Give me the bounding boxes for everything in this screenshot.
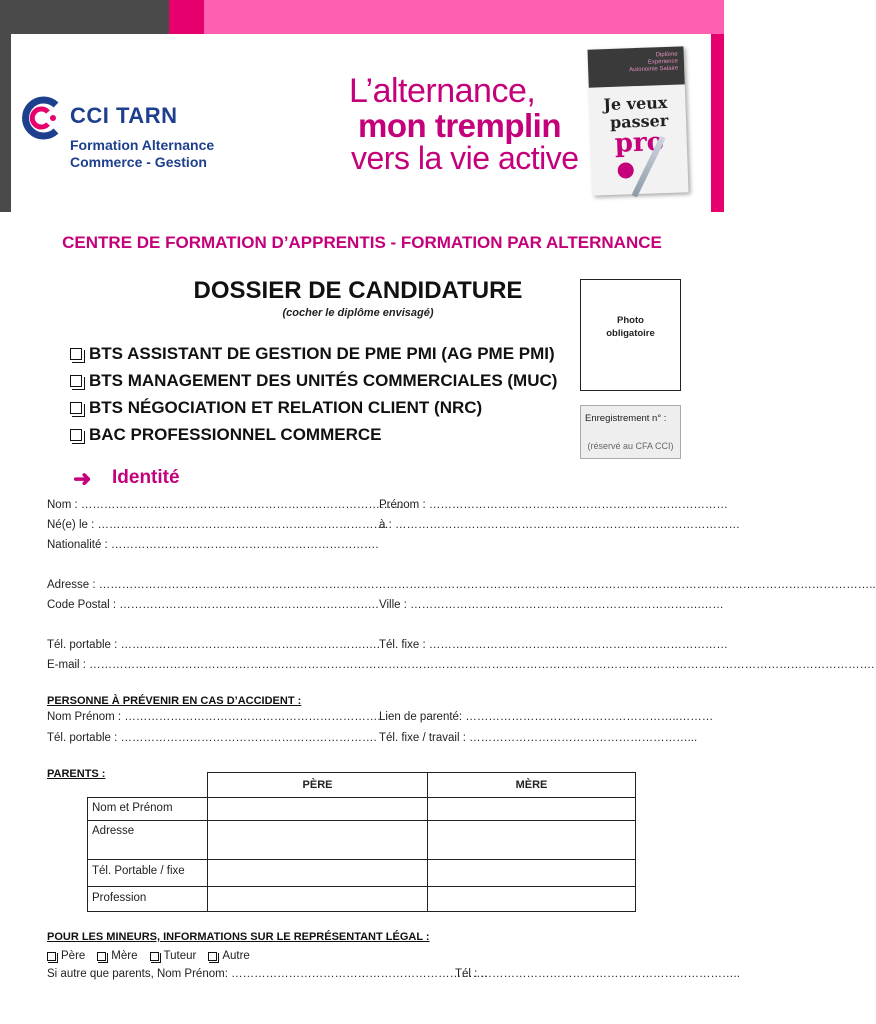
promo-card-line1: Je veux xyxy=(603,92,668,115)
logo-subtitle-line1: Formation Alternance xyxy=(70,137,215,153)
field-accident-lien[interactable]: Lien de parenté: ………………………………………………..……… xyxy=(379,711,714,723)
logo-subtitle-line2: Commerce - Gestion xyxy=(70,154,207,170)
promo-card xyxy=(587,46,688,195)
row-label: Profession xyxy=(88,887,208,912)
photo-label xyxy=(581,314,680,340)
cell-pere-profession[interactable] xyxy=(208,887,428,912)
header-band-dark xyxy=(0,0,169,34)
table-header-row xyxy=(88,773,636,798)
diploma-label: BAC PROFESSIONNEL COMMERCE xyxy=(89,425,382,444)
diploma-label: BTS MANAGEMENT DES UNITÉS COMMERCIALES (MUC) xyxy=(89,371,558,390)
page-title: DOSSIER DE CANDIDATURE xyxy=(193,277,523,304)
field-accident-tel-portable[interactable]: Tél. portable : …………………………………………………………. xyxy=(47,732,377,744)
checkbox-icon[interactable] xyxy=(97,952,106,961)
field-tel-portable[interactable]: Tél. portable : ……………………………………………………….…. xyxy=(47,639,380,651)
checkbox-icon[interactable] xyxy=(70,402,82,414)
field-nationalite[interactable]: Nationalité : ……………………………………………………………. xyxy=(47,539,379,551)
diploma-option-muc[interactable] xyxy=(70,371,557,391)
arrow-right-icon: ➜ xyxy=(73,466,92,491)
slogan-line2: mon tremplin xyxy=(358,107,562,144)
page-subtitle: CENTRE DE FORMATION D’APPRENTIS - FORMATION PAR ALTERNANCE xyxy=(62,233,662,252)
diploma-label: BTS ASSISTANT DE GESTION DE PME PMI (AG PME PMI) xyxy=(89,344,555,363)
registration-box xyxy=(580,405,681,459)
option-mere[interactable] xyxy=(97,950,137,962)
section-heading-parents: PARENTS : xyxy=(47,768,106,780)
table-row xyxy=(88,887,636,912)
section-heading-legal: POUR LES MINEURS, INFORMATIONS SUR LE REPRÉSENTANT LÉGAL : xyxy=(47,931,430,943)
option-label: Père xyxy=(61,950,86,962)
field-code-postal[interactable]: Code Postal : ……………………………………………………….…. xyxy=(47,599,379,611)
option-autre[interactable] xyxy=(208,950,250,962)
promo-card-line2: passer xyxy=(609,110,669,132)
table-row xyxy=(88,860,636,887)
checkbox-icon[interactable] xyxy=(70,375,82,387)
field-ville[interactable]: Ville : ………………………………………………………………….…… xyxy=(379,599,724,611)
option-label: Autre xyxy=(222,950,250,962)
field-legal-autre-tel[interactable]: Tél : ………………………………………………………….. xyxy=(455,968,740,980)
table-row xyxy=(88,821,636,860)
section-heading-identite: Identité xyxy=(112,467,180,488)
field-nom[interactable]: Nom : ………………………………………………………………………… xyxy=(47,499,403,511)
photo-label-line1: Photo xyxy=(617,315,644,326)
diploma-option-agpme[interactable] xyxy=(70,344,555,364)
slogan-line1: L’alternance, xyxy=(349,72,536,110)
field-prenom[interactable]: Prénom : …………………………………………………………………… xyxy=(379,499,728,511)
option-tuteur[interactable] xyxy=(150,950,197,962)
cell-mere-nom[interactable] xyxy=(428,798,636,821)
registration-note: (réservé au CFA CCI) xyxy=(587,441,674,451)
field-accident-tel-fixe[interactable]: Tél. fixe / travail : …………………………………………………... xyxy=(379,732,698,744)
check-icon xyxy=(617,162,634,179)
parents-table xyxy=(87,772,636,912)
row-label: Adresse xyxy=(88,821,208,860)
field-lieu-naissance[interactable]: à : ……………………………………………………………………………… xyxy=(379,519,740,531)
logo-name: CCI TARN xyxy=(70,103,178,128)
checkbox-icon[interactable] xyxy=(47,952,56,961)
field-tel-fixe[interactable]: Tél. fixe : …………………………………………………………………… xyxy=(379,639,728,651)
promo-card-header xyxy=(587,46,684,87)
field-email[interactable]: E-mail : ……………………………………………………………………………………………………………………………………………………………………………………. xyxy=(47,659,875,671)
slogan-line3: vers la vie active xyxy=(351,140,579,176)
column-header-pere: PÈRE xyxy=(208,773,428,798)
diploma-label: BTS NÉGOCIATION ET RELATION CLIENT (NRC) xyxy=(89,398,483,417)
checkbox-icon[interactable] xyxy=(70,429,82,441)
header-side-pink xyxy=(711,34,724,212)
header-band-pink xyxy=(169,0,204,34)
cci-logo-icon xyxy=(18,95,64,141)
cell-pere-nom[interactable] xyxy=(208,798,428,821)
photo-label-line2: obligatoire xyxy=(606,328,655,339)
table-row xyxy=(88,798,636,821)
option-pere[interactable] xyxy=(47,950,85,962)
cell-pere-adresse[interactable] xyxy=(208,821,428,860)
row-label: Nom et Prénom xyxy=(88,798,208,821)
promo-card-line3: pro xyxy=(614,127,665,159)
header-band-light xyxy=(204,0,724,34)
title-note: (cocher le diplôme envisagé) xyxy=(282,307,434,319)
field-date-naissance[interactable]: Né(e) le : …………………………………………………………………. xyxy=(47,519,389,531)
photo-box[interactable] xyxy=(580,279,681,391)
column-header-mere: MÈRE xyxy=(428,773,636,798)
diploma-option-bacpro[interactable] xyxy=(70,425,382,445)
row-label: Tél. Portable / fixe xyxy=(88,860,208,887)
legal-options xyxy=(47,950,262,962)
cell-mere-adresse[interactable] xyxy=(428,821,636,860)
registration-label: Enregistrement n° : xyxy=(585,413,667,424)
field-legal-autre-nom[interactable]: Si autre que parents, Nom Prénom: …………………………………………………………. xyxy=(47,968,488,980)
section-heading-accident: PERSONNE À PRÉVENIR EN CAS D’ACCIDENT : xyxy=(47,695,302,707)
checkbox-icon[interactable] xyxy=(150,952,159,961)
promo-card-keywords: Diplôme Expérience Autonomie Salaire xyxy=(629,51,679,74)
option-label: Mère xyxy=(111,950,138,962)
cell-mere-profession[interactable] xyxy=(428,887,636,912)
cell-pere-tel[interactable] xyxy=(208,860,428,887)
checkbox-icon[interactable] xyxy=(70,348,82,360)
field-accident-nom-prenom[interactable]: Nom Prénom : …………………………………………………………. xyxy=(47,711,381,723)
cell-mere-tel[interactable] xyxy=(428,860,636,887)
diploma-option-nrc[interactable] xyxy=(70,398,482,418)
field-adresse[interactable]: Adresse : ………………………………………………………………………………………………………………………………………………………………………………….. xyxy=(47,579,876,591)
option-label: Tuteur xyxy=(163,950,197,962)
checkbox-icon[interactable] xyxy=(208,952,217,961)
header-side-dark xyxy=(0,34,11,212)
